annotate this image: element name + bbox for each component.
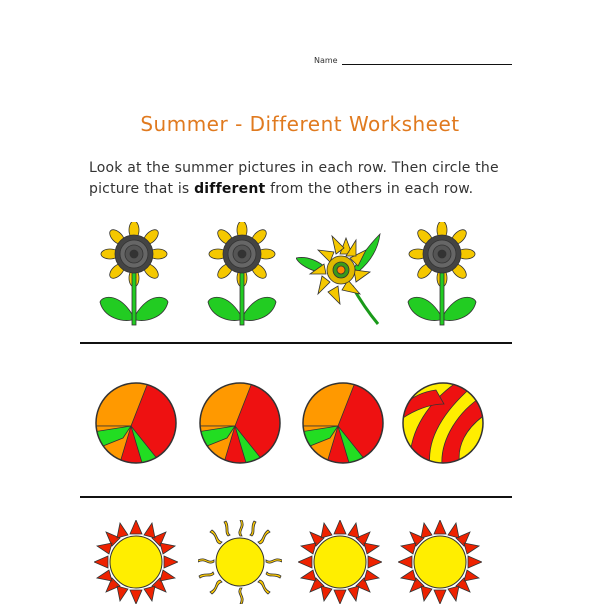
worksheet-title: Summer - Different Worksheet (140, 112, 460, 136)
sunflower-icon[interactable] (204, 222, 280, 330)
instructions-text-1: Look at the summer pictures in each row. Then circle the picture that is (89, 160, 499, 197)
sunflower-icon[interactable] (96, 222, 172, 330)
sun-icon[interactable] (298, 520, 382, 604)
instructions (89, 158, 519, 200)
sun-icon[interactable] (94, 520, 178, 604)
name-label: Name (314, 56, 338, 65)
sun-icon[interactable] (398, 520, 482, 604)
sun-rays-icon[interactable] (198, 520, 282, 604)
beach-ball-icon[interactable] (197, 380, 283, 466)
row-sunflowers (0, 222, 600, 332)
instructions-text-2: from the others in each row. (265, 181, 474, 197)
sunflower-tilted-icon[interactable] (296, 228, 386, 328)
row-divider (80, 496, 512, 498)
instructions-bold-word: different (194, 181, 266, 197)
sunflower-icon[interactable] (404, 222, 480, 330)
name-field (314, 56, 512, 65)
name-blank-line (342, 56, 512, 65)
beach-ball-icon[interactable] (300, 380, 386, 466)
row-beach-balls (0, 380, 600, 470)
row-divider (80, 342, 512, 344)
row-suns (0, 520, 600, 600)
beach-ball-striped-icon[interactable] (400, 380, 486, 466)
beach-ball-icon[interactable] (93, 380, 179, 466)
